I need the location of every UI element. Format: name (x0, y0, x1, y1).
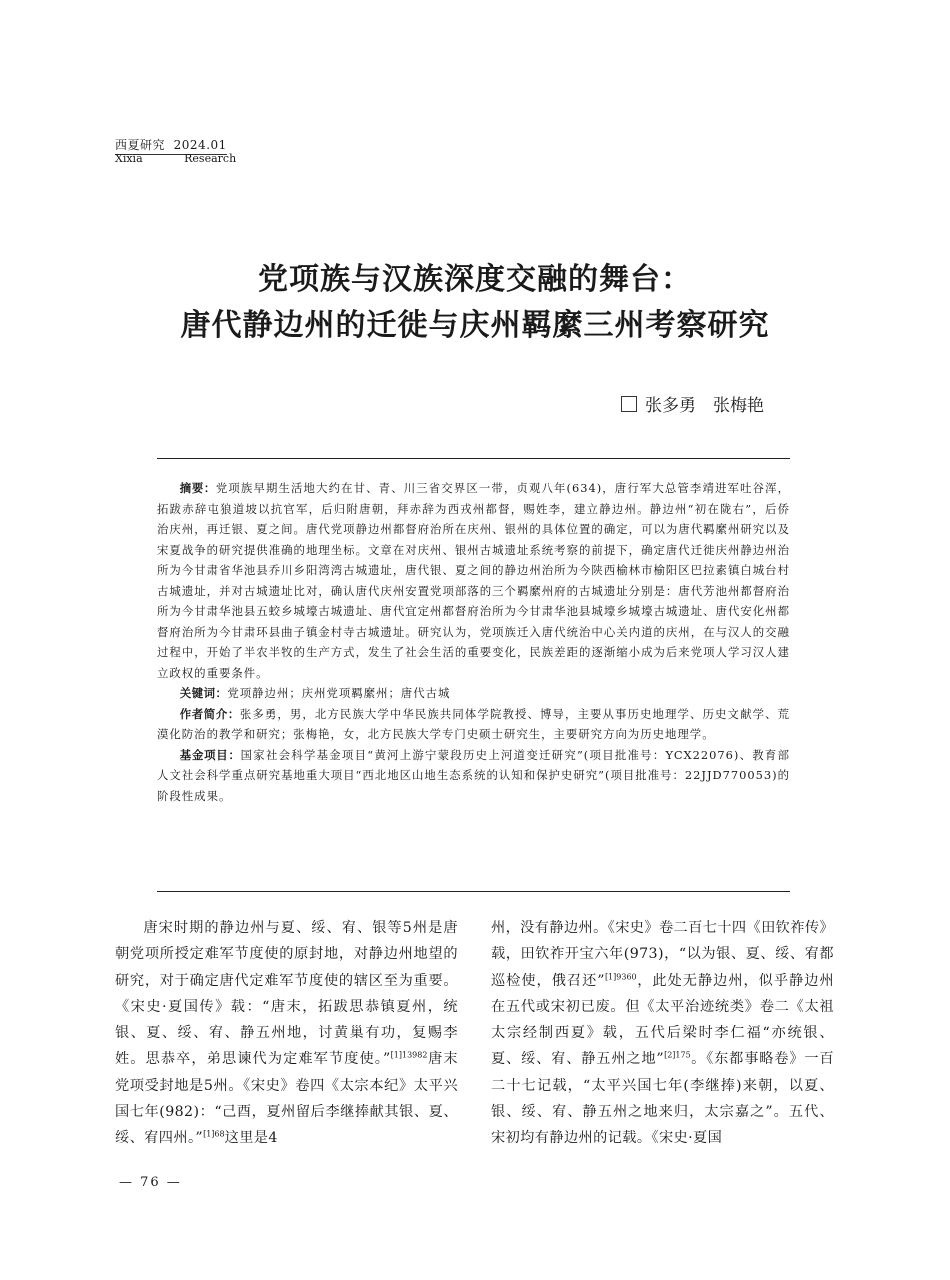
keywords: 关键词：党项静边州；庆州党项羁縻州；唐代古城 (179, 686, 451, 700)
funding: 基金项目：国家社会科学基金项目“黄河上游宁蒙段历史上河道变迁研究”(项目批准号：YCX22076)、教育部人文社会科学重点研究基地重大项目“西北地区山地生态系统的认知和保护史研究”(项目批准号：22JJD770053)的阶段性成果。 (157, 747, 790, 803)
author-names: 张多勇 张梅艳 (645, 396, 764, 416)
journal-name-cn: 西夏研究 (115, 138, 166, 152)
abstract: 摘要：党项族早期生活地大约在甘、青、川三省交界区一带，贞观八年(634)，唐行军大总管李靖进军吐谷浑，拓跋赤辞屯狼道坡以抗官军，后归附唐朝，拜赤辞为西戎州都督，赐姓李，建立静边州。静边州“初在陇右”，后侨治庆州，再迁银、夏之间。唐代党项静边州都督府治所在庆州、银州的具体位置的确定，可以为唐代羁縻州研究以及宋夏战争的研究提供准确的地理坐标。文章在对庆州、银州古城遗址系统考察的前提下，确定唐代迁徙庆州静边州治所为今甘肃省华池县乔川乡阳湾湾古城遗址，唐代银、夏之间的静边州治所为今陕西榆林市榆阳区巴拉素镇白城台村古城遗址，并对古城遗址比对，确认唐代庆州安置党项部落的三个羁縻州府的古城遗址分别是：唐代芳池州都督府治所为今甘肃华池县五蛟乡城壕古城遗址、唐代宜定州都督府治所为今甘肃华池县城壕乡城壕古城遗址、唐代安化州都督府治所为今甘肃环县曲子镇金村寺古城遗址。研究认为，党项族迁入唐代统治中心关内道的庆州，在与汉人的交融过程中，开始了半农半牧的生产方式，发生了社会生活的重要变化，民族差距的逐渐缩小成为后来党项人学习汉人建立政权的重要条件。 (157, 481, 790, 680)
citation: [2]175 (664, 1050, 691, 1060)
title-line-1: 党项族与汉族深度交融的舞台： (258, 262, 692, 297)
article-title (0, 257, 950, 349)
square-icon (621, 396, 637, 412)
bottom-divider (157, 891, 790, 892)
body-paragraph: 州，没有静边州。《宋史》卷二百七十四《田钦祚传》载，田钦祚开宝六年(973)，“以为银、夏、绥、宥都巡检使，俄召还”$^{[1]9360}$，此处无静边州，似乎静边州在五代或宋初已废。但《太平治迹统类》卷二《太祖太宗经制西夏》载，五代后梁时李仁福“亦统银、夏、绥、宥、静五州之地”$^{[2]175}$。《东都事略卷》一百二十七记载，“太平兴国七年(李继捧)来朝，以夏、银、绥、宥、静五州之地来归，太宗嘉之”。五代、宋初均有静边州的记载。《宋史·夏国 (491, 920, 835, 1147)
citation: [1]13982 (390, 1050, 428, 1060)
body-column-left (115, 915, 458, 1152)
journal-name-en: Xixia Research (115, 152, 237, 165)
abstract-block (157, 478, 790, 806)
title-line-2: 唐代静边州的迁徙与庆州羁縻三州考察研究 (180, 308, 770, 343)
page-number: — 76 — (119, 1175, 182, 1190)
body-paragraph: 唐宋时期的静边州与夏、绥、宥、银等5州是唐朝党项所授定难军节度使的原封地，对静边州地望的研究，对于确定唐代定难军节度使的辖区至为重要。《宋史·夏国传》载：“唐末，拓跋思恭镇夏州，统银、夏、绥、宥、静五州地，讨黄巢有功，复赐李姓。思恭卒，弟思谏代为定难军节度使。”$^{[1]13982}$唐末党项受封地是5州。《宋史》卷四《太宗本纪》太平兴国七年(982)：“己酉，夏州留后李继捧献其银、夏、绥、宥四州。”$^{[1]68}$这里是4 (115, 920, 458, 1147)
citation: [1]68 (203, 1129, 225, 1139)
top-divider (157, 458, 790, 459)
author-bio: 作者简介：张多勇，男，北方民族大学中华民族共同体学院教授、博导，主要从事历史地理学、历史文献学、荒漠化防治的教学和研究；张梅艳，女，北方民族大学专门史硕士研究生，主要研究方向为历史地理学。 (157, 706, 790, 741)
body-column-right (491, 915, 834, 1152)
journal-issue: 2024.01 (173, 138, 227, 152)
citation: [1]9360 (604, 971, 637, 981)
author-line (621, 391, 764, 416)
